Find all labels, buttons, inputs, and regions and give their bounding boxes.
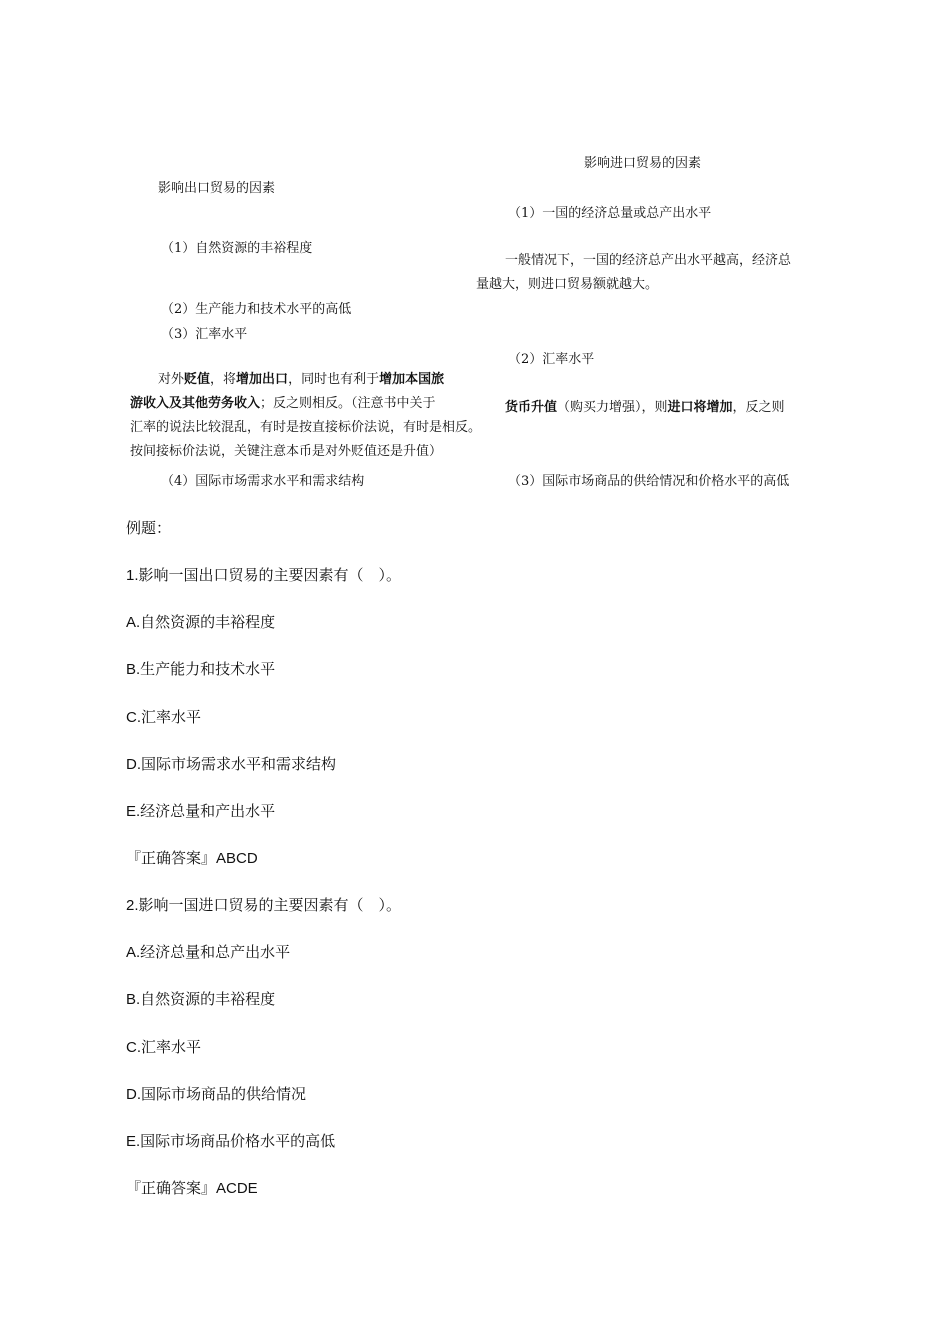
q1-answer: 『正确答案』ABCD [126, 850, 258, 867]
import-item-3: （3）国际市场商品的供给情况和价格水平的高低 [508, 474, 790, 489]
text: ；反之则相反。（注意书中关于 [260, 396, 436, 411]
q2-option-b: B.自然资源的丰裕程度 [126, 991, 276, 1008]
bold-tourism-income: 游收入及其他劳务收入 [130, 396, 261, 411]
import-heading: 影响进口贸易的因素 [584, 156, 702, 171]
bold-currency-appreciation: 货币升值 [505, 400, 558, 415]
exchange-rate-explanation [130, 368, 490, 464]
text: 对外 [158, 372, 185, 387]
q2-option-e: E.国际市场商品价格水平的高低 [126, 1133, 336, 1150]
export-item-1: （1）自然资源的丰裕程度 [161, 241, 313, 256]
q1-option-e: E.经济总量和产出水平 [126, 803, 276, 820]
import-item-1: （1）一国的经济总量或总产出水平 [508, 206, 712, 221]
import-para1-line2: 量越大，则进口贸易额就越大。 [476, 277, 659, 292]
import-para1-line1: 一般情况下，一国的经济总产出水平越高，经济总 [505, 253, 792, 268]
import-item-2: （2）汇率水平 [508, 352, 595, 367]
q2-stem: 2.影响一国进口贸易的主要因素有（ ）。 [126, 897, 402, 914]
q1-option-b: B.生产能力和技术水平 [126, 661, 276, 678]
text: ，同时也有利于 [288, 372, 380, 387]
para-line-4: 按间接标价法说，关键注意本币是对外贬值还是升值） [130, 444, 443, 459]
text: （购买力增强），则 [557, 400, 668, 415]
export-heading: 影响出口贸易的因素 [158, 181, 276, 196]
examples-label: 例题： [126, 520, 172, 537]
export-item-4: （4）国际市场需求水平和需求结构 [161, 474, 365, 489]
q1-option-c: C.汇率水平 [126, 709, 202, 726]
bold-increase-tourism: 增加本国旅 [379, 372, 445, 387]
q1-stem: 1.影响一国出口贸易的主要因素有（ ）。 [126, 567, 402, 584]
text: ，反之则 [732, 400, 785, 415]
bold-increase-export: 增加出口 [236, 372, 289, 387]
import-para2 [505, 396, 785, 415]
q1-option-a: A.自然资源的丰裕程度 [126, 614, 276, 631]
bold-import-increase: 进口将增加 [667, 400, 733, 415]
bold-depreciation: 贬值 [184, 372, 211, 387]
q1-option-d: D.国际市场需求水平和需求结构 [126, 756, 337, 773]
q2-option-a: A.经济总量和总产出水平 [126, 944, 291, 961]
export-item-2: （2）生产能力和技术水平的高低 [161, 302, 352, 317]
text: ，将 [210, 372, 237, 387]
para-line-3: 汇率的说法比较混乱，有时是按直接标价法说，有时是相反。 [130, 420, 482, 435]
q2-option-d: D.国际市场商品的供给情况 [126, 1086, 307, 1103]
export-item-3: （3）汇率水平 [161, 327, 248, 342]
q2-option-c: C.汇率水平 [126, 1039, 202, 1056]
q2-answer: 『正确答案』ACDE [126, 1180, 258, 1197]
